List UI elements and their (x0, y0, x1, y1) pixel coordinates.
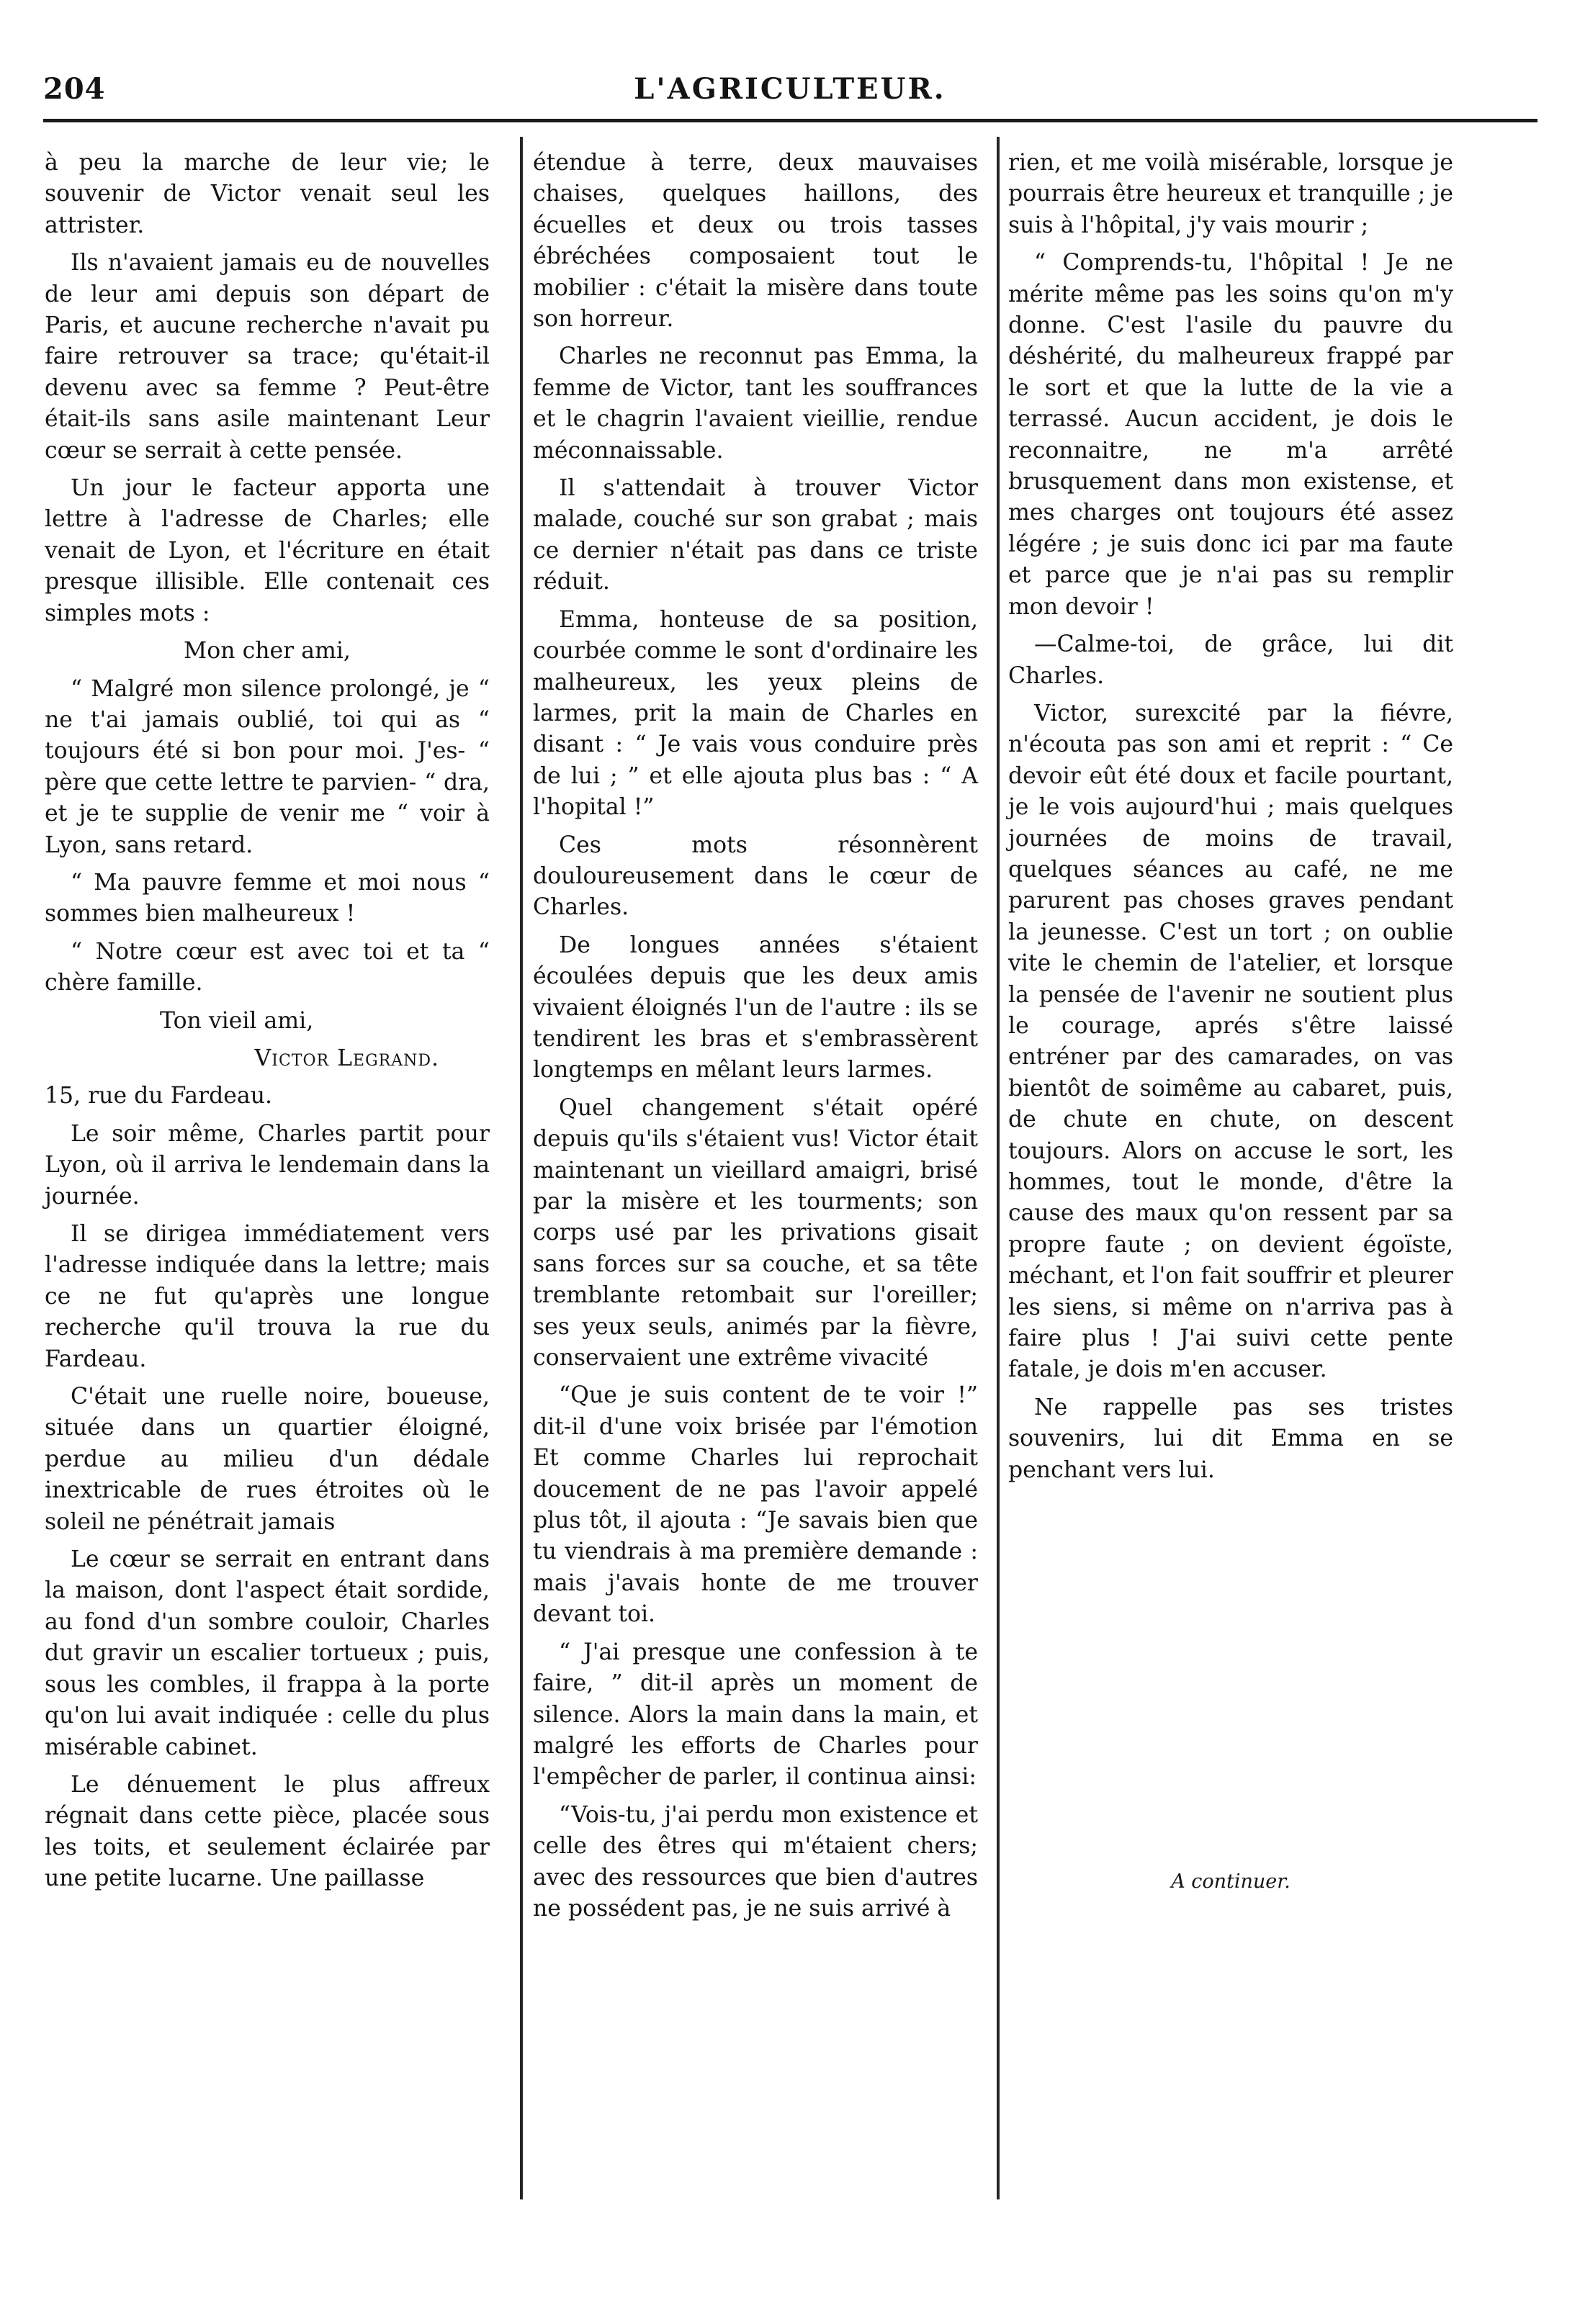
paragraph: De longues années s'étaient écoulées depuis que les deux amis vivaient éloignés l'un de l'autre : ils se tendirent les bras et s'embrassèrent longtemps en mêlant leurs larmes. (533, 932, 978, 1084)
column-1 (45, 148, 490, 1901)
column-3 (1008, 148, 1453, 1492)
letter-signature: Victor Legrand. (254, 1045, 439, 1071)
letter-paragraph: “ Notre cœur est avec toi et ta “ chère famille. (45, 938, 490, 996)
paragraph: “Vois-tu, j'ai perdu mon existence et celle des êtres qui m'étaient chers; avec des ressources que bien d'autres ne possédent pas, je ne suis arrivé à (533, 1801, 978, 1922)
paragraph: Le dénuement le plus affreux régnait dans cette pièce, placée sous les toits, et seulement éclairée par une petite lucarne. Une paillasse (45, 1771, 490, 1892)
paragraph: —Calme-toi, de grâce, lui dit Charles. (1008, 631, 1453, 689)
column-rule-left (520, 137, 523, 2199)
paragraph: Victor, surexcité par la fiévre, n'écouta pas son ami et reprit : “ Ce devoir eût été doux et facile pourtant, je le vois aujourd'hui ; mais quelques journées de moins de travail, quelques séances au café, ne me parurent pas choses graves pendant la jeunesse. C'est un tort ; on oublie vite le chemin de l'atelier, et lorsque la pensée de l'avenir ne soutient plus le courage, aprés s'être laissé entréner par des camarades, on vas bientôt de soimême au cabaret, puis, de chute en chute, on descent toujours. Alors on accuse le sort, les hommes, tout le monde, d'être la cause des maux qu'on ressent par sa propre faute ; on devient égoïste, méchant, et l'on fait souffrir et pleurer les siens, si même on n'arriva pas à faire plus ! J'ai suivi cette pente fatale, je dois m'en accuser. (1008, 700, 1453, 1383)
paragraph: Ces mots résonnèrent douloureusement dans le cœur de Charles. (533, 832, 978, 921)
paragraph: Un jour le facteur apporta une lettre à l'adresse de Charles; elle venait de Lyon, et l'écriture en était presque illisible. Elle contenait ces simples mots : (45, 475, 490, 626)
letter-address: 15, rue du Fardeau. (45, 1083, 273, 1109)
paragraph: Quel changement s'était opéré depuis qu'ils s'étaient vus! Victor était maintenant un vieillard amaigri, brisé par la misère et les tourments; son corps usé par les privations gisait sans forces sur sa couche, et sa tête tremblante retombait sur l'oreiller; ses yeux seuls, animés par la fièvre, conservaient une extrême vivacité (533, 1094, 978, 1372)
paragraph: Il se dirigea immédiatement vers l'adresse indiquée dans la lettre; mais ce ne fut qu'après une longue recherche qu'il trouva la rue du Fardeau. (45, 1221, 490, 1372)
letter-signoff: Ton vieil ami, (160, 1007, 314, 1034)
header-rule (43, 119, 1538, 122)
paragraph: “Que je suis content de te voir !” dit-il d'une voix brisée par l'émotion Et comme Charles lui reprochait doucement de ne pas l'avoir appelé plus tôt, il ajouta : “Je savais bien que tu viendrais à ma première demande : mais j'avais honte de me trouver devant toi. (533, 1382, 978, 1628)
column-rule-right (997, 137, 1000, 2199)
paragraph: C'était une ruelle noire, boueuse, située dans un quartier éloigné, perdue au milieu d'un dédale inextricable de rues étroites où le soleil ne pénétrait jamais (45, 1384, 490, 1535)
paragraph: “ J'ai presque une confession à te faire, ” dit-il après un moment de silence. Alors la main dans la main, et malgré les efforts de Charles pour l'empêcher de parler, il continua ainsi: (533, 1639, 978, 1791)
paragraph: Il s'attendait à trouver Victor malade, couché sur son grabat ; mais ce dernier n'était pas dans ce triste réduit. (533, 475, 978, 595)
continuation-note: A continuer. (1171, 1870, 1291, 1893)
paragraph: Le soir même, Charles partit pour Lyon, où il arriva le lendemain dans la journée. (45, 1120, 490, 1210)
paragraph: Ne rappelle pas ses tristes souvenirs, lui dit Emma en se penchant vers lui. (1008, 1394, 1453, 1483)
running-title: L'AGRICULTEUR. (634, 72, 946, 106)
page-number: 204 (43, 72, 106, 106)
letter-paragraph: “ Malgré mon silence prolongé, je “ ne t'ai jamais oublié, toi qui as “ toujours été si bon pour moi. J'es- “ père que cette lettre te parvien- “ dra, et je te supplie de venir me “ voir à Lyon, sans retard. (45, 675, 490, 858)
paragraph: Le cœur se serrait en entrant dans la maison, dont l'aspect était sordide, au fond d'un sombre couloir, Charles dut gravir un escalier tortueux ; puis, sous les combles, il frappa à la porte qu'on lui avait indiquée : celle du plus misérable cabinet. (45, 1546, 490, 1760)
paragraph: rien, et me voilà misérable, lorsque je pourrais être heureux et tranquille ; je suis à l'hôpital, j'y vais mourir ; (1008, 150, 1453, 238)
paragraph: Ils n'avaient jamais eu de nouvelles de leur ami depuis son départ de Paris, et aucune recherche n'avait pu faire retrouver sa trace; qu'était-il devenu avec sa femme ? Peut-être était-ils sans asile maintenant Leur cœur se serrait à cette pensée. (45, 250, 490, 464)
paragraph: Emma, honteuse de sa position, courbée comme le sont d'ordinaire les malheureux, les yeux pleins de larmes, prit la main de Charles en disant : “ Je vais vous conduire près de lui ; ” et elle ajouta plus bas : “ A l'hopital !” (533, 606, 978, 821)
letter-salutation: Mon cher ami, (184, 638, 351, 665)
letter-paragraph: “ Ma pauvre femme et moi nous “ sommes bien malheureux ! (45, 869, 490, 927)
paragraph: à peu la marche de leur vie; le souvenir de Victor venait seul les attrister. (45, 150, 490, 238)
column-2 (533, 148, 978, 1931)
paragraph: étendue à terre, deux mauvaises chaises, quelques haillons, des écuelles et deux ou trois tasses ébréchées composaient tout le mobilier : c'était la misère dans toute son horreur. (533, 150, 978, 333)
paragraph: “ Comprends-tu, l'hôpital ! Je ne mérite même pas les soins qu'on m'y donne. C'est l'asile du pauvre du déshérité, du malheureux frappé par le sort et que la lutte de la vie a terrassé. Aucun accident, je dois le reconnaitre, ne m'a arrêté brusquement dans mon existense, et mes charges ont toujours été assez légére ; je suis donc ici par ma faute et parce que je n'ai pas su remplir mon devoir ! (1008, 250, 1453, 620)
paragraph: Charles ne reconnut pas Emma, la femme de Victor, tant les souffrances et le chagrin l'avaient vieillie, rendue méconnaissable. (533, 343, 978, 464)
